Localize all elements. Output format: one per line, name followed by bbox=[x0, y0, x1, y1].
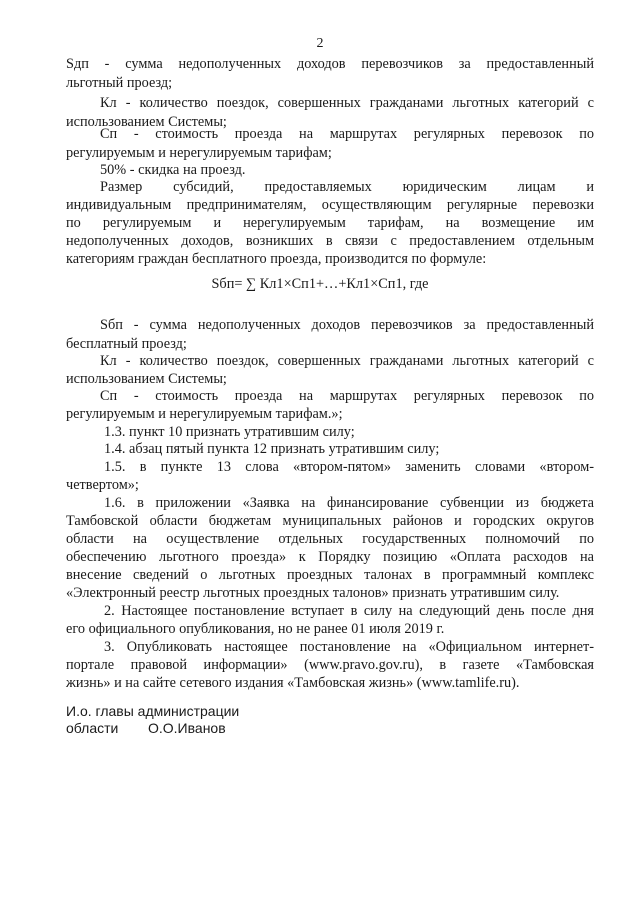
text-line: индивидуальным предпринимателям, осуществляющим регулярные перевозки bbox=[66, 197, 594, 213]
text-line: внесение сведений о льготных проездных талонах в программный комплекс bbox=[66, 567, 594, 583]
signature-region: области bbox=[66, 720, 119, 736]
text-line: регулируемым и нерегулируемым тарифам.»; bbox=[66, 406, 343, 422]
text-line: четвертом»; bbox=[66, 477, 139, 493]
formula: Sбп= ∑ Кл1×Сп1+…+Кл1×Сп1, где bbox=[211, 276, 429, 292]
text-line: Sбп - сумма недополученных доходов перевозчиков за предоставленный bbox=[100, 317, 594, 333]
text-line: категориям граждан бесплатного проезда, производится по формуле: bbox=[66, 251, 487, 267]
text-line: Кл - количество поездок, совершенных гражданами льготных категорий с bbox=[100, 95, 594, 111]
text-line: портале правовой информации» (www.pravo.gov.ru), в газете «Тамбовская bbox=[66, 657, 594, 673]
text-line: Размер субсидий, предоставляемых юридическим лицам и bbox=[100, 179, 594, 195]
text-line: Сп - стоимость проезда на маршрутах регулярных перевозок по bbox=[100, 388, 594, 404]
text-line: 50% - скидка на проезд. bbox=[100, 162, 246, 178]
text-line: бесплатный проезд; bbox=[66, 336, 187, 352]
text-line: 1.6. в приложении «Заявка на финансирование субвенции из бюджета bbox=[104, 495, 594, 511]
text-line: 3. Опубликовать настоящее постановление на «Официальном интернет- bbox=[104, 639, 594, 655]
text-line: «Электронный реестр льготных проездных талонов» признать утратившим силу. bbox=[66, 585, 560, 601]
signature-name: О.О.Иванов bbox=[148, 720, 226, 736]
text-line: 1.4. абзац пятый пункта 12 признать утратившим силу; bbox=[104, 441, 440, 457]
text-line: 1.5. в пункте 13 слова «втором-пятом» заменить словами «втором- bbox=[104, 459, 594, 475]
text-line: льготный проезд; bbox=[66, 75, 173, 91]
text-line: Кл - количество поездок, совершенных гражданами льготных категорий с bbox=[100, 353, 594, 369]
text-line: по регулируемым и нерегулируемым тарифам, на возмещение им bbox=[66, 215, 594, 231]
page-number: 2 bbox=[316, 36, 324, 51]
text-line: использованием Системы; bbox=[66, 371, 227, 387]
text-line: недополученных доходов, возникших в связи с предоставлением отдельным bbox=[66, 233, 594, 249]
text-line: регулируемым и нерегулируемым тарифам; bbox=[66, 145, 332, 161]
text-line: жизнь» и на сайте сетевого издания «Тамбовская жизнь» (www.tamlife.ru). bbox=[66, 675, 520, 691]
text-line: обеспечению льготного проезда» к Порядку позицию «Оплата расходов на bbox=[66, 549, 594, 565]
text-line: Сп - стоимость проезда на маршрутах регулярных перевозок по bbox=[100, 126, 594, 142]
text-line: его официального опубликования, но не ранее 01 июля 2019 г. bbox=[66, 621, 445, 637]
text-line: Тамбовской области бюджетам муниципальных районов и городских округов bbox=[66, 513, 594, 529]
signature-title: И.о. главы администрации bbox=[66, 703, 240, 719]
text-line: 2. Настоящее постановление вступает в силу на следующий день после дня bbox=[104, 603, 594, 619]
text-line: области на осуществление отдельных государственных полномочий по bbox=[66, 531, 594, 547]
text-line: использованием Системы; bbox=[66, 114, 227, 130]
text-line: 1.3. пункт 10 признать утратившим силу; bbox=[104, 424, 355, 440]
text-line: Sдп - сумма недополученных доходов перевозчиков за предоставленный bbox=[66, 56, 594, 72]
